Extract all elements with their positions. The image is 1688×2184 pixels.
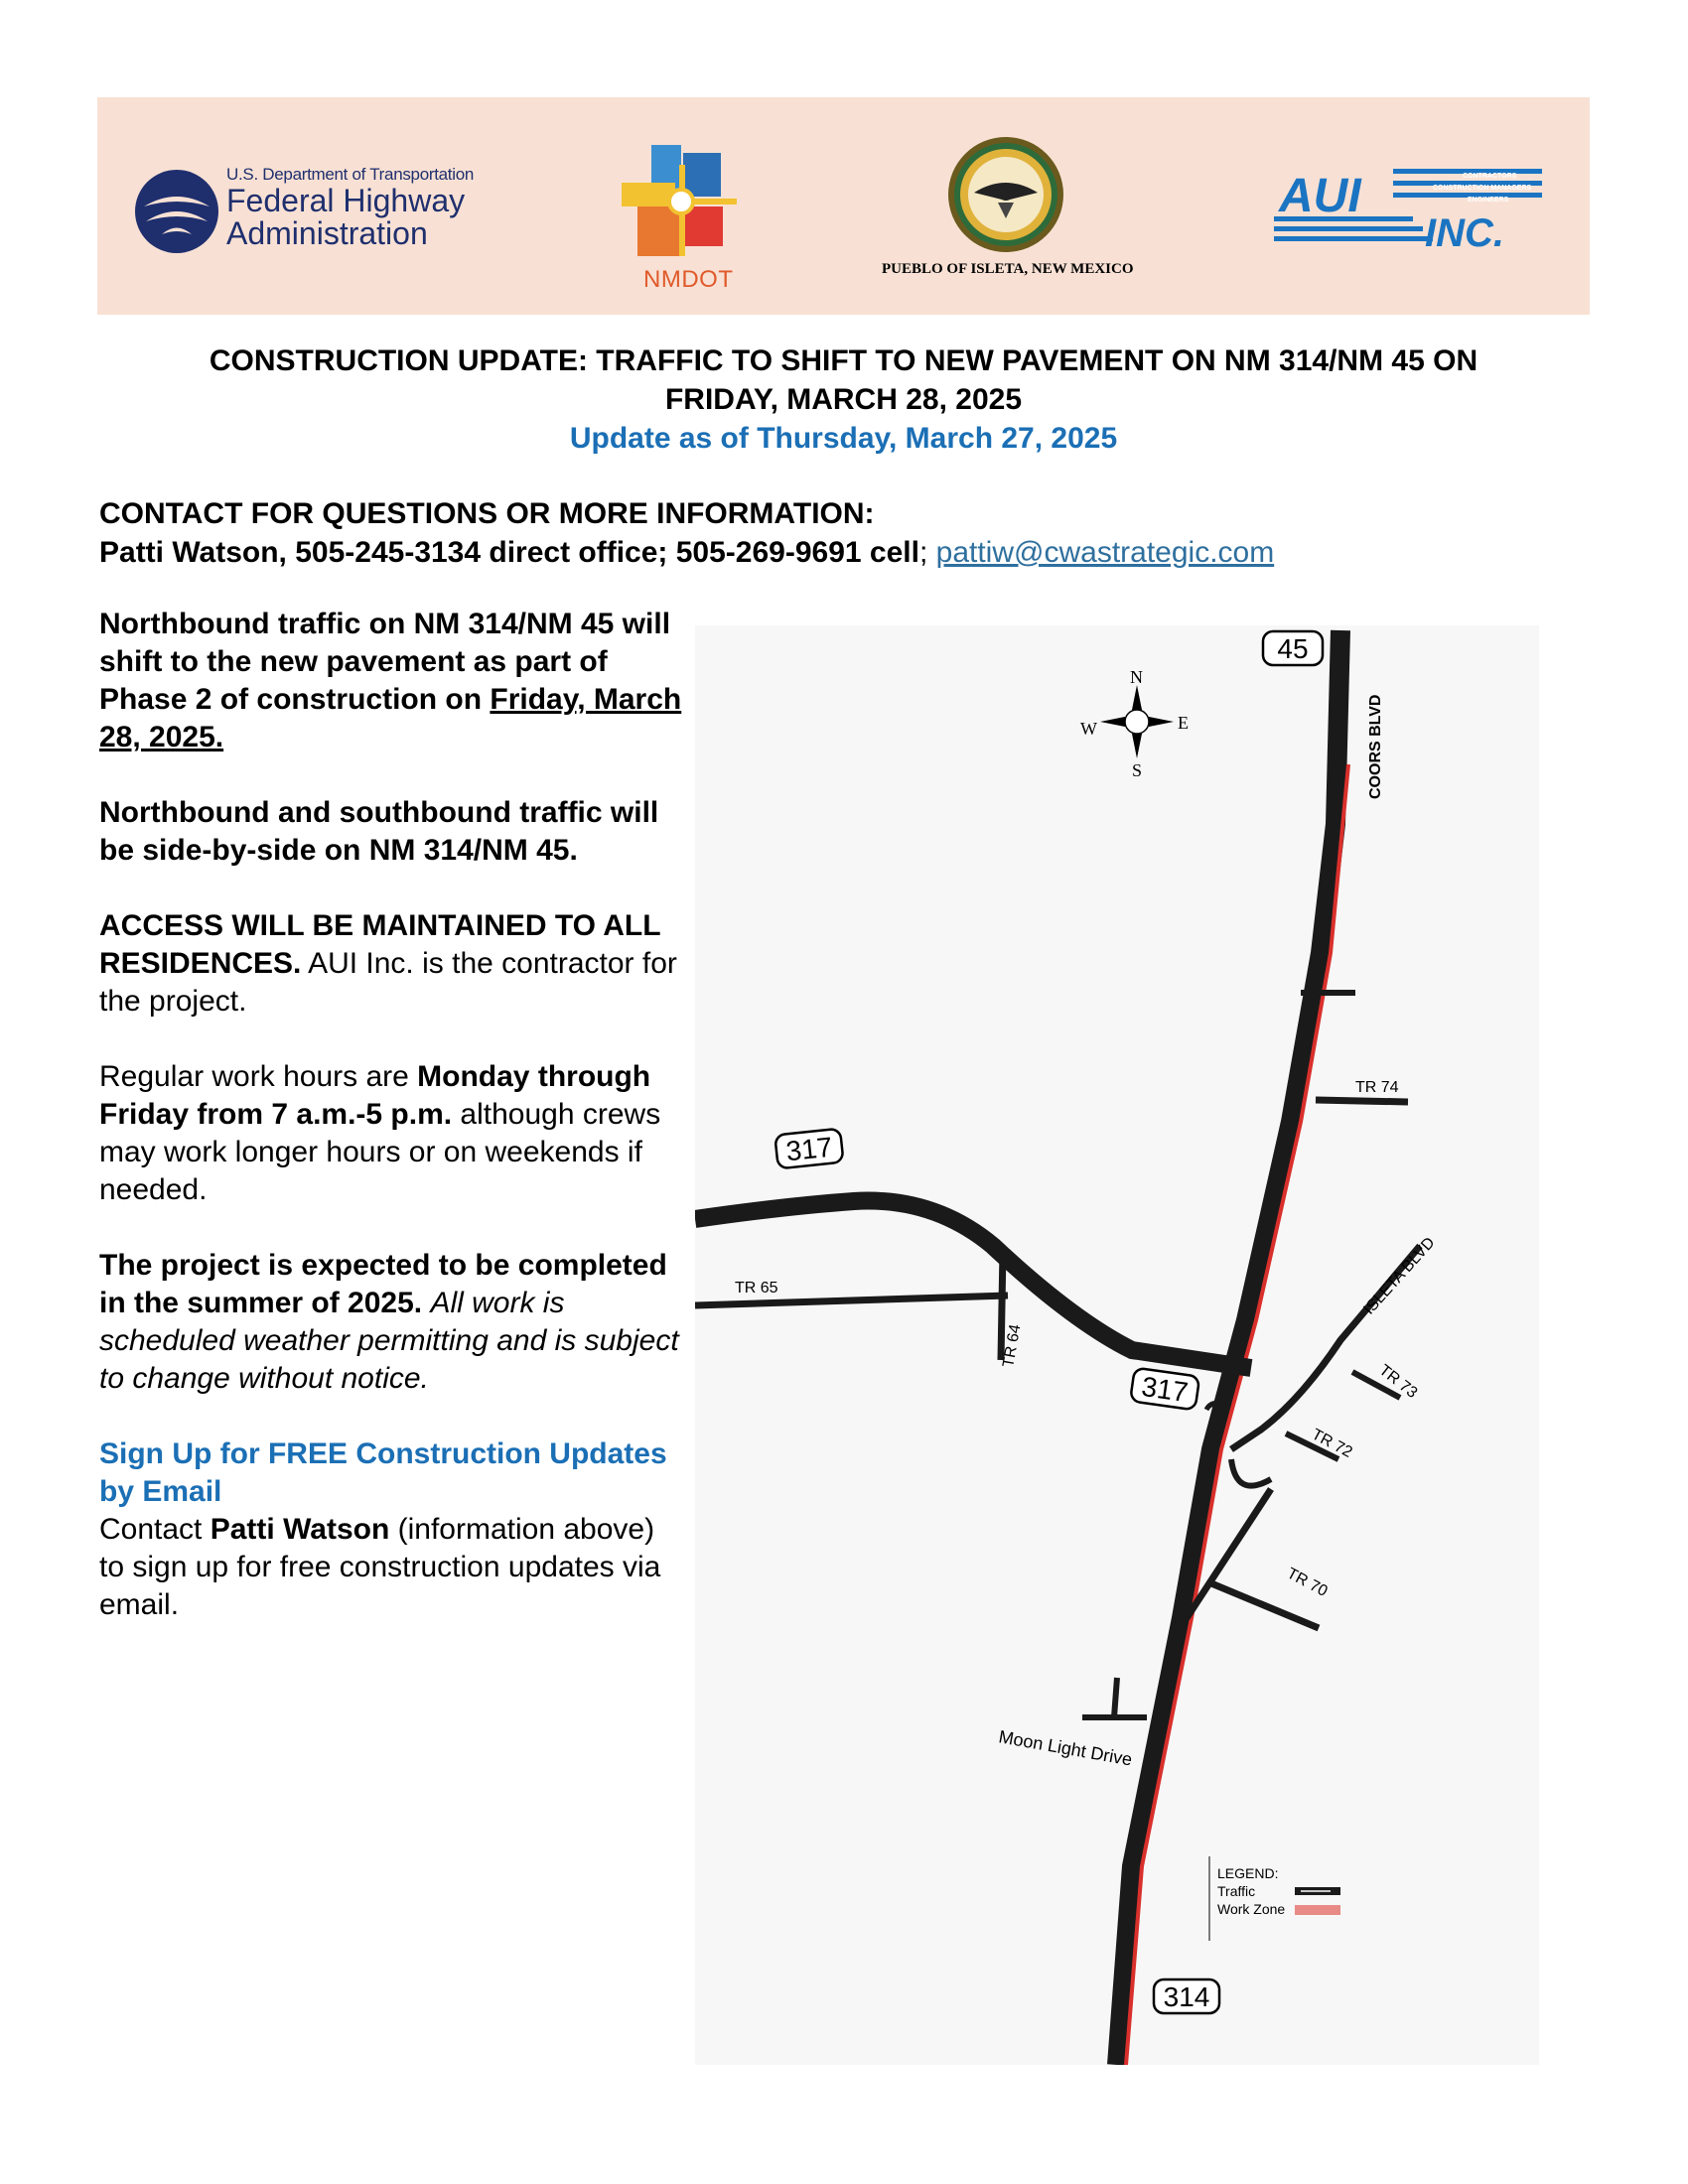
contact-heading: CONTACT FOR QUESTIONS OR MORE INFORMATION:	[99, 497, 875, 530]
label-tr64: TR 64	[1000, 1322, 1025, 1369]
signup-section	[99, 1435, 685, 1624]
contact-details-line	[99, 533, 1274, 572]
p4-rest: although crews may work longer hours or on weekends if needed.	[99, 1098, 661, 1206]
road-tr64	[1001, 1251, 1003, 1360]
svg-text:317: 317	[784, 1131, 834, 1167]
paragraph-completion	[99, 1247, 685, 1398]
contact-section	[99, 494, 1274, 572]
p1-date: Friday, March 28, 2025.	[99, 683, 682, 753]
signup-rest: (information above) to sign up for free construction updates via email.	[99, 1513, 661, 1621]
signup-heading[interactable]: Sign Up for FREE Construction Updates by Email	[99, 1437, 667, 1508]
p1-text: Northbound traffic on NM 314/NM 45 will shift to the new pavement as part of Phase 2 of construction on	[99, 608, 671, 716]
contact-email-link[interactable]: pattiw@cwastrategic.com	[935, 536, 1275, 569]
legend-title: LEGEND:	[1217, 1865, 1279, 1881]
label-coors-blvd: COORS BLVD	[1367, 694, 1384, 799]
fhwa-logo	[132, 167, 221, 261]
nmdot-logo	[622, 145, 741, 264]
update-date: Update as of Thursday, March 27, 2025	[569, 422, 1118, 455]
road-moonlight-spur	[1114, 1678, 1117, 1717]
label-tr73: TR 73	[1375, 1361, 1421, 1402]
body-column	[99, 606, 685, 1624]
label-isleta-blvd: ISLETA BLVD	[1360, 1234, 1439, 1318]
shield-45	[1263, 631, 1323, 665]
p5-bold: The project is expected to be completed in the summer of 2025.	[99, 1249, 667, 1319]
shield-314	[1154, 1979, 1219, 2013]
p4-bold: Monday through Friday from 7 a.m.-5 p.m.	[99, 1060, 651, 1131]
label-tr70: TR 70	[1284, 1565, 1331, 1600]
signup-start: Contact	[99, 1513, 211, 1546]
legend-workzone-swatch	[1295, 1905, 1340, 1915]
zia-sun-icon	[622, 145, 741, 259]
p3-bold: ACCESS WILL BE MAINTAINED TO ALL RESIDENCES.	[99, 909, 661, 980]
fhwa-dept: U.S. Department of Transportation	[226, 165, 475, 184]
aui-inc-logo-icon	[1274, 167, 1542, 256]
label-tr65: TR 65	[735, 1280, 778, 1297]
road-tr74	[1316, 1100, 1408, 1102]
aui-text: AUI	[1279, 170, 1361, 222]
p3-rest: AUI Inc. is the contractor for the project.	[99, 947, 677, 1018]
compass-s: S	[1132, 760, 1143, 780]
aui-tag-engineers: ENGINEERS	[1468, 197, 1509, 204]
aui-inc-text: INC.	[1425, 211, 1504, 255]
signup-text	[99, 1511, 685, 1624]
construction-map	[695, 625, 1539, 2065]
contact-separator: ;	[918, 536, 928, 569]
shield-317-west	[774, 1129, 843, 1169]
label-tr74: TR 74	[1355, 1079, 1399, 1096]
compass-n: N	[1130, 667, 1143, 687]
isleta-label: PUEBLO OF ISLETA, NEW MEXICO	[882, 261, 1134, 277]
isleta-seal-icon	[946, 135, 1065, 254]
signup-name: Patti Watson	[210, 1513, 390, 1546]
fhwa-line3: Administration	[226, 215, 428, 251]
paragraph-side-by-side: Northbound and southbound traffic will be side-by-side on NM 314/NM 45.	[99, 796, 659, 867]
header-banner	[97, 97, 1590, 315]
svg-text:317: 317	[1139, 1370, 1191, 1409]
fhwa-emblem-icon	[132, 167, 221, 256]
contact-details: Patti Watson, 505-245-3134 direct office; 505-269-9691 cell	[99, 536, 919, 569]
compass-e: E	[1178, 713, 1189, 733]
aui-logo	[1274, 167, 1542, 261]
fhwa-name	[226, 165, 474, 250]
p4-start: Regular work hours are	[99, 1060, 418, 1093]
title-line2: FRIDAY, MARCH 28, 2025	[664, 383, 1023, 416]
legend-workzone: Work Zone	[1217, 1901, 1286, 1917]
p5-italic: All work is scheduled weather permitting and is subject to change without notice.	[99, 1287, 679, 1395]
isleta-seal	[946, 135, 1065, 259]
paragraph-hours	[99, 1058, 685, 1209]
label-moonlight-drive: Moon Light Drive	[997, 1726, 1134, 1770]
title-line1: CONSTRUCTION UPDATE: TRAFFIC TO SHIFT TO NEW PAVEMENT ON NM 314/NM 45 ON	[209, 344, 1478, 377]
page-title	[97, 341, 1590, 458]
compass-w: W	[1080, 719, 1097, 739]
paragraph-shift	[99, 606, 685, 756]
fhwa-line2: Federal Highway	[226, 183, 466, 218]
nmdot-label: NMDOT	[643, 266, 734, 293]
aui-tag-contractors: CONTRACTORS	[1463, 173, 1517, 180]
svg-text:314: 314	[1163, 1981, 1210, 2012]
svg-text:45: 45	[1277, 633, 1309, 664]
label-tr72: TR 72	[1309, 1426, 1355, 1461]
legend-traffic: Traffic	[1217, 1883, 1256, 1899]
aui-tag-managers: CONSTRUCTION MANAGERS	[1433, 185, 1532, 192]
paragraph-access	[99, 907, 685, 1021]
